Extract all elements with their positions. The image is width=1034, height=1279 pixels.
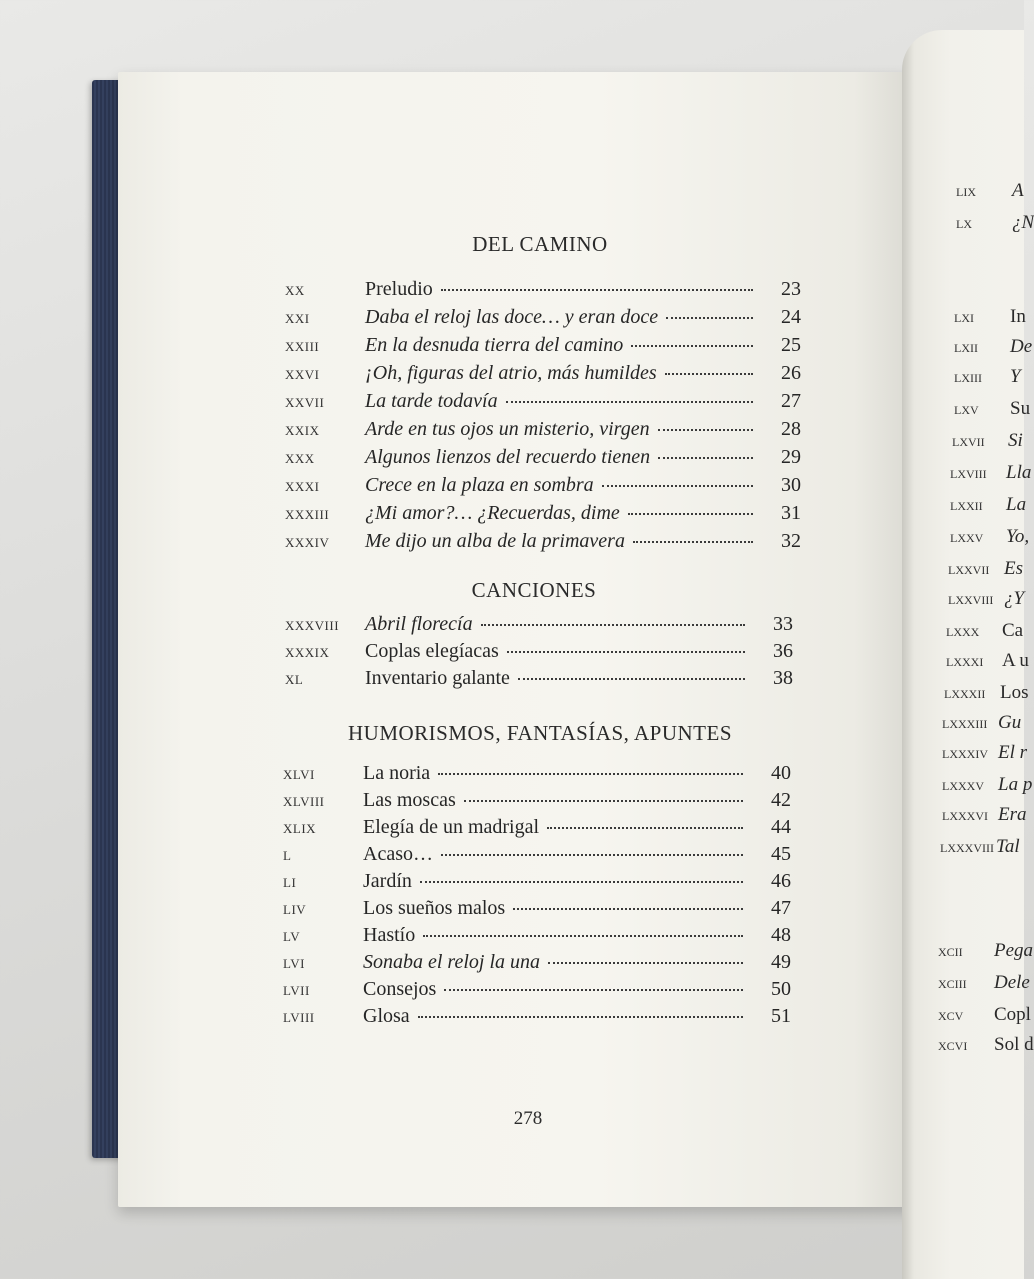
entry-title: La: [1006, 494, 1027, 515]
dot-leader: [438, 773, 743, 775]
toc-entry-partial: [938, 1004, 1031, 1026]
toc-entry-partial: [954, 336, 1032, 358]
entry-numeral: LI: [283, 875, 297, 890]
toc-entry: [285, 334, 801, 362]
entry-title: Algunos lienzos del recuerdo tienen: [365, 446, 651, 468]
entry-title: Crece en la plaza en sombra: [365, 474, 594, 496]
toc-entry: [285, 278, 801, 306]
toc-entry-partial: [952, 430, 1023, 452]
toc-entry-partial: [938, 940, 1033, 962]
dot-leader: [665, 373, 753, 375]
entry-numeral: XLVIII: [283, 794, 325, 809]
dot-leader: [602, 485, 753, 487]
entry-numeral: LXXV: [950, 531, 984, 545]
toc-entry-partial: [946, 620, 1023, 642]
entry-title: Las moscas: [363, 789, 456, 811]
entry-numeral: XXXVIII: [285, 618, 340, 633]
entry-page-number: 36: [773, 640, 793, 662]
entry-numeral: LXXXIV: [942, 747, 988, 761]
entry-numeral: LVI: [283, 956, 305, 971]
entry-title: Coplas elegíacas: [365, 640, 499, 662]
entry-numeral: LXXXVI: [942, 809, 988, 823]
entry-title: Y: [1010, 366, 1021, 387]
toc-entry: [285, 362, 801, 390]
entry-page-number: 48: [771, 924, 791, 946]
entry-numeral: XXX: [285, 451, 315, 466]
toc-entry: [283, 789, 791, 817]
section-title-del-camino: DEL CAMINO: [472, 232, 608, 256]
entry-numeral: XCIII: [938, 977, 967, 991]
entry-numeral: LXXXII: [944, 687, 986, 701]
toc-entry-partial: [942, 804, 1027, 826]
entry-page-number: 40: [771, 762, 791, 784]
entry-numeral: XCV: [938, 1009, 964, 1023]
entry-title: Yo,: [1006, 526, 1030, 547]
entry-numeral: LXIII: [954, 371, 982, 385]
toc-entry-partial: [950, 526, 1029, 548]
toc-entry-partial: [954, 398, 1030, 420]
entry-page-number: 23: [781, 278, 801, 300]
entry-title: Era: [998, 804, 1027, 825]
dot-leader: [418, 1016, 743, 1018]
entry-title: La tarde todavía: [365, 390, 498, 412]
entry-numeral: XXVII: [285, 395, 325, 410]
entry-title: Su: [1010, 398, 1031, 419]
entry-numeral: LXXXI: [946, 655, 984, 669]
entry-page-number: 29: [781, 446, 801, 468]
entry-numeral: LXVII: [952, 435, 985, 449]
entry-numeral: LX: [956, 217, 972, 231]
entry-title: In: [1010, 306, 1026, 327]
entry-page-number: 25: [781, 334, 801, 356]
entry-title: Sol d: [994, 1034, 1034, 1055]
entry-title: Es: [1004, 558, 1023, 579]
toc-entry-partial: [948, 558, 1023, 580]
section-title-canciones: CANCIONES: [471, 578, 597, 602]
entry-numeral: XL: [285, 672, 304, 687]
entry-numeral: XCVI: [938, 1039, 968, 1053]
entry-title: Abril florecía: [365, 613, 473, 635]
dot-leader: [441, 854, 743, 856]
entry-numeral: XX: [285, 283, 305, 298]
entry-title: Pega: [994, 940, 1034, 961]
entry-title: Consejos: [363, 978, 437, 1000]
entry-title: Preludio: [365, 278, 433, 300]
entry-title: La noria: [363, 762, 431, 784]
entry-numeral: XXXIII: [285, 507, 330, 522]
toc-entry: [283, 924, 791, 952]
entry-numeral: LIX: [956, 185, 976, 199]
entry-numeral: LXXII: [950, 499, 983, 513]
toc-entry-partial: [956, 180, 1024, 202]
entry-page-number: 32: [781, 530, 801, 552]
entry-title: El r: [998, 742, 1028, 763]
entry-numeral: LVII: [283, 983, 310, 998]
toc-entry-partial: [954, 306, 1026, 328]
toc-entry-partial: [948, 588, 1024, 610]
toc-entry-partial: [940, 836, 1020, 858]
entry-numeral: LXII: [954, 341, 978, 355]
entry-title: Tal: [996, 836, 1020, 857]
entry-title: Los sueños malos: [363, 897, 506, 919]
toc-entry: [285, 502, 801, 530]
entry-title: ¿Y: [1004, 588, 1025, 609]
entry-title: Elegía de un madrigal: [363, 816, 540, 838]
left-page: [118, 72, 918, 1207]
entry-title: Si: [1008, 430, 1023, 451]
entry-page-number: 30: [781, 474, 801, 496]
entry-title: En la desnuda tierra del camino: [365, 334, 624, 356]
dot-leader: [631, 345, 753, 347]
entry-title: Gu: [998, 712, 1022, 733]
entry-title: Dele: [994, 972, 1030, 993]
toc-entry: [285, 390, 801, 418]
toc-entry: [285, 306, 801, 334]
entry-numeral: XXIII: [285, 339, 320, 354]
entry-numeral: LXXXV: [942, 779, 984, 793]
entry-page-number: 49: [771, 951, 791, 973]
entry-page-number: 33: [773, 613, 793, 635]
entry-page-number: 45: [771, 843, 791, 865]
entry-title: Glosa: [363, 1005, 410, 1027]
entry-numeral: XXVI: [285, 367, 320, 382]
entry-page-number: 27: [781, 390, 801, 412]
dot-leader: [441, 289, 753, 291]
entry-page-number: 26: [781, 362, 801, 384]
toc-entry-partial: [942, 712, 1021, 734]
toc-entry: [285, 613, 793, 641]
toc-entry-partial: [944, 682, 1029, 704]
toc-entry: [283, 978, 791, 1006]
dot-leader: [518, 678, 745, 680]
toc-entry: [283, 897, 791, 925]
entry-numeral: XXIX: [285, 423, 320, 438]
dot-leader: [513, 908, 743, 910]
toc-entry-partial: [938, 1034, 1034, 1056]
entry-numeral: LXI: [954, 311, 974, 325]
dot-leader: [420, 881, 743, 883]
toc-entry-partial: [954, 366, 1021, 388]
entry-title: Copl: [994, 1004, 1031, 1025]
entry-numeral: XLVI: [283, 767, 315, 782]
entry-title: ¿Mi amor?… ¿Recuerdas, dime: [365, 502, 620, 524]
dot-leader: [444, 989, 743, 991]
dot-leader: [464, 800, 743, 802]
entry-numeral: LXXX: [946, 625, 980, 639]
dot-leader: [506, 401, 753, 403]
toc-entry: [283, 1005, 791, 1033]
entry-page-number: 38: [773, 667, 793, 689]
entry-numeral: LVIII: [283, 1010, 315, 1025]
entry-numeral: XCII: [938, 945, 963, 959]
toc-entry-partial: [956, 212, 1034, 234]
toc-entry-partial: [942, 774, 1032, 796]
entry-page-number: 47: [771, 897, 791, 919]
entry-title: Ca: [1002, 620, 1024, 641]
entry-title: ¿N: [1012, 212, 1034, 233]
entry-page-number: 28: [781, 418, 801, 440]
entry-title: ¡Oh, figuras del atrio, más humildes: [365, 362, 657, 384]
entry-numeral: LIV: [283, 902, 307, 917]
toc-entry: [285, 418, 801, 446]
entry-title: Me dijo un alba de la primavera: [365, 530, 625, 552]
entry-title: Arde en tus ojos un misterio, virgen: [365, 418, 650, 440]
toc-entry-partial: [946, 650, 1029, 672]
toc-entry: [283, 762, 791, 790]
entry-title: De: [1010, 336, 1033, 357]
entry-numeral: XXI: [285, 311, 310, 326]
entry-numeral: LV: [283, 929, 301, 944]
toc-entry: [283, 870, 791, 898]
entry-title: Los: [1000, 682, 1029, 703]
toc-entry-partial: [950, 494, 1026, 516]
entry-numeral: XXXIX: [285, 645, 330, 660]
entry-title: Acaso…: [363, 843, 433, 865]
dot-leader: [633, 541, 753, 543]
entry-numeral: LXVIII: [950, 467, 987, 481]
entry-page-number: 24: [781, 306, 801, 328]
dot-leader: [658, 457, 753, 459]
section-title-humorismos: HUMORISMOS, FANTASÍAS, APUNTES: [348, 721, 732, 745]
dot-leader: [666, 317, 753, 319]
entry-numeral: LXXVIII: [948, 593, 994, 607]
dot-leader: [548, 962, 743, 964]
entry-title: Jardín: [363, 870, 412, 892]
toc-entry-partial: [942, 742, 1027, 764]
toc-entry: [283, 816, 791, 844]
entry-page-number: 42: [771, 789, 791, 811]
entry-title: Lla: [1006, 462, 1032, 483]
entry-numeral: LXXXVIII: [940, 841, 994, 855]
entry-title: A u: [1002, 650, 1029, 671]
entry-numeral: XXXIV: [285, 535, 330, 550]
entry-title: A: [1012, 180, 1024, 201]
toc-entry-partial: [950, 462, 1031, 484]
toc-entry: [285, 530, 801, 558]
entry-page-number: 31: [781, 502, 801, 524]
entry-numeral: L: [283, 848, 292, 863]
entry-title: Daba el reloj las doce… y eran doce: [365, 306, 659, 328]
toc-entry: [285, 446, 801, 474]
right-page-partial: [902, 30, 1034, 1279]
dot-leader: [481, 624, 745, 626]
dot-leader: [628, 513, 753, 515]
page-number: 278: [513, 1108, 543, 1129]
entry-page-number: 51: [771, 1005, 791, 1027]
entry-numeral: LXXXIII: [942, 717, 988, 731]
entry-numeral: LXV: [954, 403, 979, 417]
entry-title: Inventario galante: [365, 667, 510, 689]
dot-leader: [547, 827, 743, 829]
entry-numeral: XXXI: [285, 479, 320, 494]
entry-page-number: 44: [771, 816, 791, 838]
entry-page-number: 50: [771, 978, 791, 1000]
toc-entry-partial: [938, 972, 1030, 994]
dot-leader: [423, 935, 743, 937]
dot-leader: [658, 429, 753, 431]
toc-entry: [283, 843, 791, 871]
dot-leader: [507, 651, 745, 653]
entry-title: Hastío: [363, 924, 416, 946]
entry-numeral: LXXVII: [948, 563, 990, 577]
toc-entry: [283, 951, 791, 979]
toc-entry: [285, 640, 793, 668]
entry-title: Sonaba el reloj la una: [363, 951, 541, 973]
entry-page-number: 46: [771, 870, 791, 892]
entry-title: La p: [998, 774, 1033, 795]
toc-entry: [285, 667, 793, 695]
toc-entry: [285, 474, 801, 502]
entry-numeral: XLIX: [283, 821, 317, 836]
